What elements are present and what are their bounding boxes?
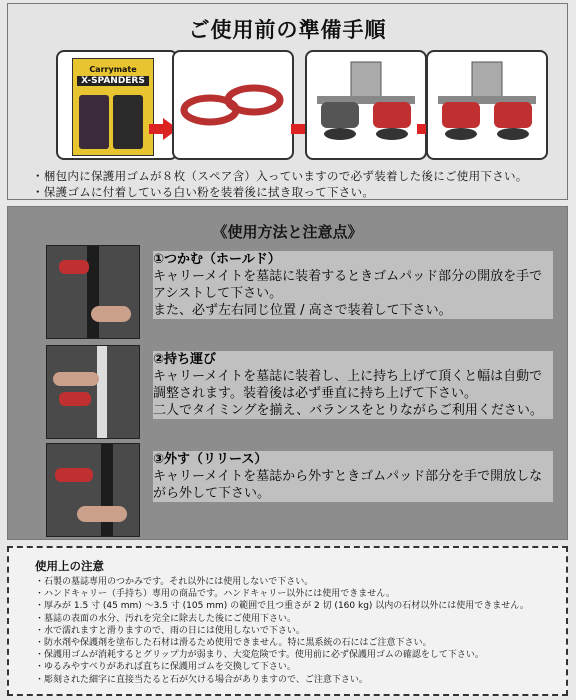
caution-item: ・防水剤や保護剤を塗布した石材は滑るため使用できません。特に黒系統の石にはご注意下さい。 <box>35 638 432 649</box>
caution-item: ・石製の墓誌専用のつかみです。それ以外には使用しないで下さい。 <box>35 577 314 587</box>
usage-step-body: キャリーメイトを墓誌に装着するときゴムパッド部分の開放を手でアシストして下さい。 また、必ず左右同じ位置 / 高さで装着して下さい。 <box>153 269 543 318</box>
photo-hold <box>46 245 140 339</box>
step-assembly-image <box>305 50 427 160</box>
usage-step-2 <box>153 351 553 419</box>
caution-item: ・水で濡れますと滑りますので、雨の日には使用しないで下さい。 <box>35 625 305 636</box>
usage-step-1 <box>153 251 553 319</box>
step-package-image <box>56 50 178 160</box>
usage-step-title: ①つかむ（ホールド） <box>153 252 281 267</box>
usage-step-body: キャリーメイトを墓誌から外すときゴムパッド部分を手で開放しながら外して下さい。 <box>153 469 543 501</box>
caution-item: ・保護用ゴムが消耗するとグリップ力が弱まり、大変危険です。使用前に必ず保護用ゴムの確認をして下さい。 <box>35 650 484 661</box>
usage-step-title: ③外す（リリース） <box>153 452 268 467</box>
photo-release <box>46 443 140 537</box>
caution-list <box>35 576 529 686</box>
caution-item: ・ハンドキャリー（手持ち）専用の商品です。ハンドキャリー以外には使用できません。 <box>35 589 395 600</box>
photo-carry <box>46 345 140 439</box>
clamp-unattached-icon <box>307 52 425 158</box>
usage-step-3 <box>153 451 553 502</box>
usage-title: 《使用方法と注意点》 <box>212 223 363 241</box>
caution-title: 使用上の注意 <box>35 559 104 573</box>
caution-item: ・ゆるみやすべりがあれば直ちに保護用ゴムを交換して下さい。 <box>35 662 296 673</box>
caution-item: ・彫刻された細字に直接当たると石が欠ける場合がありますので、ご注意下さい。 <box>35 674 368 685</box>
prep-section <box>7 3 568 200</box>
caution-item: ・墓誌の表面の水分、汚れを完全に除去した後にご使用下さい。 <box>35 613 297 624</box>
clamp-attached-icon <box>428 52 546 158</box>
prep-title: ご使用前の準備手順 <box>188 18 387 42</box>
step-rubber-image <box>172 50 294 160</box>
package-name: X-SPANDERS <box>77 76 149 86</box>
step-assembled-image <box>426 50 548 160</box>
rubber-bands-icon <box>174 52 292 158</box>
usage-section <box>7 206 568 540</box>
caution-item: ・厚みが 1.5 寸 (45 mm) ～3.5 寸 (105 mm) の範囲で且つ重さが 2 切 (160 kg) 以内の石材以外には使用できません。 <box>35 601 529 612</box>
usage-step-title: ②持ち運び <box>153 352 217 367</box>
package-brand: Carrymate <box>89 65 137 74</box>
caution-section <box>7 546 568 696</box>
package-box <box>72 58 154 156</box>
prep-note-2: ・保護ゴムに付着している白い粉を装着後に拭き取って下さい。 <box>32 185 375 199</box>
prep-note-1: ・梱包内に保護用ゴムが８枚（スペア含）入っていますので必ず装着した後にご使用下さい。 <box>32 169 528 183</box>
usage-step-body: キャリーメイトを墓誌に装着し、上に持ち上げて頂くと幅は自動で調整されます。装着後は必ず垂直に持ち上げて下さい。 二人でタイミングを揃え、バランスをとりながらご利用ください。 <box>153 369 543 418</box>
